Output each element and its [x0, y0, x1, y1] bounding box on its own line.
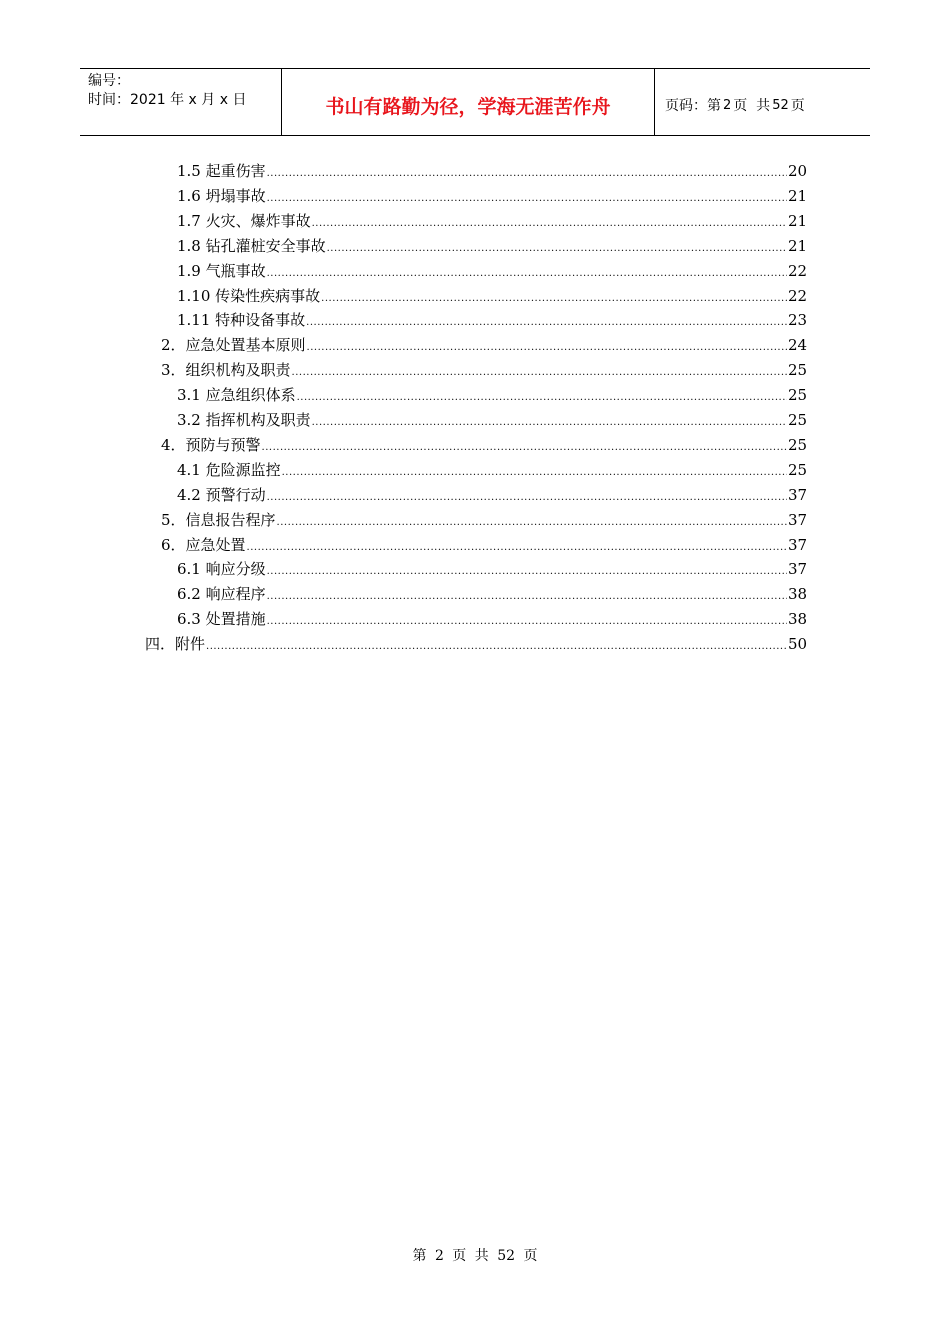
toc-entry-title: 6.2 响应程序: [177, 582, 266, 606]
toc-entry-title: 6.1 响应分级: [177, 557, 266, 581]
toc-entry-page: 25: [788, 435, 808, 454]
toc-dot-leader: [267, 585, 787, 609]
header-info-cell: [80, 69, 282, 135]
toc-dot-leader: [297, 386, 787, 410]
toc-entry-page: 37: [788, 560, 808, 579]
header-page-number: 2: [723, 97, 732, 113]
toc-dot-leader: [206, 635, 787, 659]
toc-entry[interactable]: [145, 632, 806, 656]
toc-entry-title: 3．组织机构及职责: [161, 358, 291, 382]
toc-entry-page: 25: [788, 361, 808, 380]
toc-entry-page: 22: [788, 261, 808, 280]
toc-dot-leader: [267, 262, 787, 286]
toc-dot-leader: [307, 336, 787, 360]
toc-entry-title: 四．附件: [145, 632, 205, 656]
toc-entry-page: 38: [788, 585, 808, 604]
toc-entry-title: 1.7 火灾、爆炸事故: [177, 209, 311, 233]
toc-entry-page: 37: [788, 485, 808, 504]
toc-dot-leader: [282, 461, 787, 485]
toc-entry-page: 22: [788, 286, 808, 305]
header-motto-cell: [282, 69, 655, 135]
toc-entry-title: 1.11 特种设备事故: [177, 308, 305, 332]
toc-entry-title: 4.2 预警行动: [177, 483, 266, 507]
toc-entry[interactable]: [177, 607, 806, 631]
toc-dot-leader: [306, 311, 787, 335]
toc-entry[interactable]: [177, 308, 806, 332]
toc-entry[interactable]: [177, 383, 806, 407]
toc-entry[interactable]: [177, 483, 806, 507]
page-header: [80, 68, 870, 136]
toc-entry[interactable]: [161, 333, 806, 357]
toc-dot-leader: [267, 560, 787, 584]
toc-entry-page: 24: [788, 336, 808, 355]
header-page-total: 52: [772, 97, 789, 113]
toc-entry-title: 4．预防与预警: [161, 433, 261, 457]
toc-dot-leader: [292, 361, 787, 385]
header-page-suffix: 页: [790, 98, 805, 114]
toc-entry-page: 37: [788, 510, 808, 529]
toc-entry-title: 2．应急处置基本原则: [161, 333, 306, 357]
toc-entry-page: 38: [788, 610, 808, 629]
toc-entry-title: 5．信息报告程序: [161, 508, 276, 532]
toc-entry-page: 21: [788, 236, 808, 255]
toc-entry-title: 1.10 传染性疾病事故: [177, 284, 320, 308]
toc-entry[interactable]: [161, 533, 806, 557]
toc-entry-title: 1.6 坍塌事故: [177, 184, 266, 208]
document-date: 时间：2021 年 x 月 x 日: [88, 92, 247, 108]
header-page-cell: [655, 69, 870, 135]
toc-dot-leader: [247, 536, 787, 560]
toc-entry[interactable]: [177, 557, 806, 581]
toc-entry-page: 25: [788, 411, 808, 429]
toc-entry[interactable]: [177, 184, 806, 208]
toc-entry-title: 6．应急处置: [161, 533, 246, 557]
toc-entry-title: 1.8 钻孔灌桩安全事故: [177, 234, 326, 258]
toc-entry[interactable]: [177, 582, 806, 606]
toc-dot-leader: [262, 436, 787, 460]
toc-entry-title: 1.9 气瓶事故: [177, 259, 266, 283]
toc-entry-title: 1.5 起重伤害: [177, 159, 266, 183]
toc-dot-leader: [277, 511, 787, 535]
document-number-label: 编号：: [88, 73, 130, 89]
toc-entry[interactable]: [177, 209, 806, 233]
toc-dot-leader: [267, 162, 787, 186]
toc-entry-page: 37: [788, 535, 808, 554]
toc-entry-title: 3.1 应急组织体系: [177, 383, 296, 407]
toc-entry[interactable]: [161, 358, 806, 382]
toc-dot-leader: [267, 486, 787, 510]
toc-entry[interactable]: [161, 433, 806, 457]
toc-entry-title: 3.2 指挥机构及职责: [177, 408, 311, 432]
toc-entry[interactable]: [177, 458, 806, 482]
toc-entry-page: 25: [788, 386, 808, 405]
toc-entry-page: 21: [788, 211, 808, 230]
header-motto: 书山有路勤为径，学海无涯苦作舟: [325, 95, 611, 118]
toc-dot-leader: [327, 237, 787, 261]
toc-dot-leader: [321, 287, 787, 311]
toc-entry-page: 25: [788, 460, 808, 479]
toc-dot-leader: [312, 212, 787, 236]
toc-entry-page: 20: [788, 162, 808, 180]
toc-entry[interactable]: [177, 234, 806, 258]
toc-dot-leader: [267, 610, 787, 634]
toc-entry-title: 6.3 处置措施: [177, 607, 266, 631]
toc-entry[interactable]: [177, 408, 806, 432]
toc-entry-page: 50: [788, 635, 808, 654]
toc-entry[interactable]: [177, 284, 806, 308]
header-page-prefix: 页码：第: [665, 98, 721, 114]
header-page-mid: 页 共: [733, 98, 771, 114]
toc-dot-leader: [267, 187, 787, 211]
toc-entry-title: 4.1 危险源监控: [177, 458, 281, 482]
page-footer: 第 2 页 共 52 页: [412, 1248, 538, 1264]
toc-entry[interactable]: [161, 508, 806, 532]
toc-entry-page: 21: [788, 186, 808, 205]
toc-dot-leader: [312, 411, 787, 435]
toc-entry-page: 23: [788, 311, 808, 330]
toc-entry[interactable]: [177, 259, 806, 283]
toc-entry[interactable]: [177, 159, 806, 183]
